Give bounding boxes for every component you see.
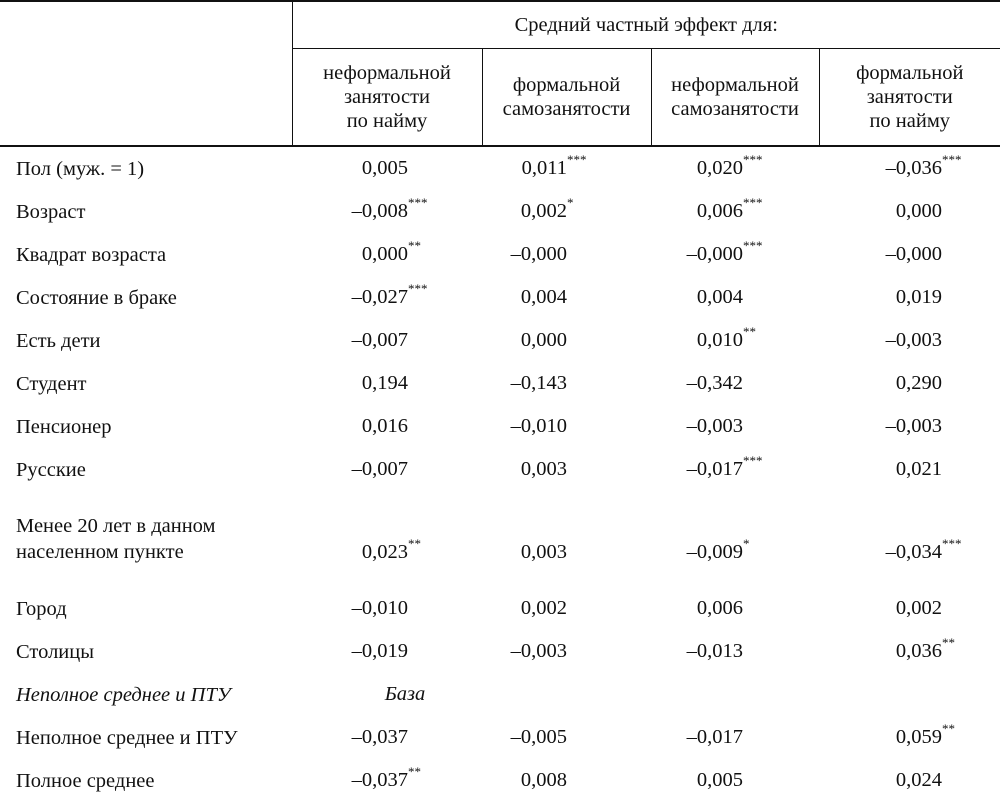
- coefficient-value: –0,003: [886, 415, 942, 438]
- row-label-line: Полное среднее: [16, 768, 292, 794]
- coefficient-value: –0,000: [886, 243, 942, 266]
- coefficient-value: 0,008: [521, 769, 567, 792]
- coefficient-value: 0,000: [521, 329, 567, 352]
- value-cell: [651, 146, 819, 190]
- column-header-line: по найму: [820, 109, 1000, 133]
- value-cell: [482, 146, 651, 190]
- value-cell: [819, 630, 1000, 673]
- row-label-line: Неполное среднее и ПТУ: [16, 682, 292, 708]
- significance-stars: ***: [743, 238, 771, 254]
- table-row: [0, 448, 1000, 491]
- coefficient-value: 0,024: [896, 769, 942, 792]
- row-label-line: Город: [16, 596, 292, 622]
- row-label-line: Студент: [16, 371, 292, 397]
- value-cell: [292, 587, 482, 630]
- coefficient-value: –0,036: [886, 157, 942, 180]
- table-row: [0, 716, 1000, 759]
- value-cell: [819, 759, 1000, 802]
- coefficient-value: –0,005: [511, 726, 567, 749]
- coefficient-value: –0,027: [352, 286, 408, 309]
- value-cell: [819, 491, 1000, 587]
- row-label: [0, 716, 292, 759]
- value-cell: [651, 276, 819, 319]
- coefficient-value: 0,005: [362, 157, 408, 180]
- table-row: [0, 587, 1000, 630]
- column-header-line: самозанятости: [483, 97, 651, 121]
- row-label-line: Русские: [16, 457, 292, 483]
- coefficient-value: –0,143: [511, 372, 567, 395]
- row-label: [0, 405, 292, 448]
- value-cell: [292, 448, 482, 491]
- coefficient-value: 0,006: [697, 200, 743, 223]
- value-cell: [819, 716, 1000, 759]
- coefficient-value: –0,007: [352, 329, 408, 352]
- column-header-3: [651, 49, 819, 147]
- value-cell: [482, 319, 651, 362]
- row-label: [0, 146, 292, 190]
- coefficient-value: 0,020: [697, 157, 743, 180]
- coefficient-value: 0,004: [697, 286, 743, 309]
- base-category-cell: База: [292, 673, 482, 716]
- significance-stars: ***: [567, 152, 595, 168]
- coefficient-value: –0,003: [886, 329, 942, 352]
- value-cell: [292, 233, 482, 276]
- table-row: [0, 146, 1000, 190]
- value-cell: [292, 405, 482, 448]
- value-cell: [292, 190, 482, 233]
- row-label: [0, 319, 292, 362]
- coefficient-value: 0,000: [362, 243, 408, 266]
- table-row: [0, 405, 1000, 448]
- coefficient-value: –0,034: [886, 541, 942, 564]
- significance-stars: ***: [743, 195, 771, 211]
- value-cell: [819, 587, 1000, 630]
- coefficient-value: –0,010: [352, 597, 408, 620]
- row-label-line: Пенсионер: [16, 414, 292, 440]
- row-label: [0, 673, 292, 716]
- column-header-line: формальной: [820, 61, 1000, 85]
- row-label: [0, 759, 292, 802]
- coefficient-value: 0,006: [697, 597, 743, 620]
- value-cell: [819, 190, 1000, 233]
- value-cell: [292, 491, 482, 587]
- coefficient-value: –0,008: [352, 200, 408, 223]
- coefficient-value: 0,019: [896, 286, 942, 309]
- row-label: [0, 362, 292, 405]
- value-cell: [482, 362, 651, 405]
- coefficient-value: 0,004: [521, 286, 567, 309]
- value-cell: [651, 716, 819, 759]
- table-row: [0, 759, 1000, 802]
- coefficient-value: 0,010: [697, 329, 743, 352]
- significance-stars: **: [408, 764, 436, 780]
- row-label: [0, 491, 292, 587]
- coefficient-value: –0,019: [352, 640, 408, 663]
- empty-cell: [482, 673, 651, 716]
- significance-stars: ***: [942, 536, 970, 552]
- significance-stars: **: [408, 536, 436, 552]
- coefficient-value: –0,000: [511, 243, 567, 266]
- coefficient-value: –0,009: [687, 541, 743, 564]
- column-header-line: самозанятости: [652, 97, 819, 121]
- row-label-line: Пол (муж. = 1): [16, 156, 292, 182]
- value-cell: [651, 233, 819, 276]
- coefficient-value: –0,037: [352, 769, 408, 792]
- row-label-line: Столицы: [16, 639, 292, 665]
- column-header-line: по найму: [293, 109, 482, 133]
- row-label-line: Возраст: [16, 199, 292, 225]
- table-row: [0, 673, 1000, 716]
- value-cell: [292, 362, 482, 405]
- row-label-line: Менее 20 лет в данном: [16, 513, 292, 539]
- value-cell: [819, 362, 1000, 405]
- significance-stars: **: [743, 324, 771, 340]
- value-cell: [482, 190, 651, 233]
- coefficient-value: 0,002: [521, 200, 567, 223]
- coefficient-value: 0,023: [362, 541, 408, 564]
- row-label-line: населенном пункте: [16, 539, 292, 565]
- significance-stars: ***: [743, 453, 771, 469]
- value-cell: [482, 759, 651, 802]
- column-header-2: [482, 49, 651, 147]
- significance-stars: ***: [408, 281, 436, 297]
- value-cell: [819, 448, 1000, 491]
- value-cell: [819, 146, 1000, 190]
- coefficient-value: 0,003: [521, 541, 567, 564]
- column-header-line: занятости: [820, 85, 1000, 109]
- value-cell: [651, 587, 819, 630]
- coefficient-value: –0,017: [687, 458, 743, 481]
- coefficient-value: 0,021: [896, 458, 942, 481]
- value-cell: [651, 759, 819, 802]
- table-row: [0, 362, 1000, 405]
- coefficient-value: –0,342: [687, 372, 743, 395]
- column-header-1: [292, 49, 482, 147]
- coefficient-value: –0,003: [687, 415, 743, 438]
- column-header-4: [819, 49, 1000, 147]
- value-cell: [819, 405, 1000, 448]
- value-cell: [651, 190, 819, 233]
- coefficient-value: 0,003: [521, 458, 567, 481]
- significance-stars: **: [942, 635, 970, 651]
- row-label: [0, 630, 292, 673]
- row-label: [0, 448, 292, 491]
- value-cell: [482, 405, 651, 448]
- coefficient-value: 0,059: [896, 726, 942, 749]
- value-cell: [292, 276, 482, 319]
- value-cell: [651, 319, 819, 362]
- value-cell: [292, 716, 482, 759]
- coefficient-value: 0,290: [896, 372, 942, 395]
- table-row: [0, 233, 1000, 276]
- significance-stars: ***: [743, 152, 771, 168]
- row-label-line: Есть дети: [16, 328, 292, 354]
- value-cell: [482, 276, 651, 319]
- column-header-line: формальной: [483, 73, 651, 97]
- significance-stars: **: [942, 721, 970, 737]
- significance-stars: *: [743, 536, 771, 552]
- significance-stars: **: [408, 238, 436, 254]
- column-header-line: неформальной: [293, 61, 482, 85]
- value-cell: [651, 362, 819, 405]
- table-row: [0, 276, 1000, 319]
- value-cell: [651, 630, 819, 673]
- coefficient-value: 0,002: [521, 597, 567, 620]
- column-header-line: занятости: [293, 85, 482, 109]
- row-label: [0, 587, 292, 630]
- value-cell: [292, 319, 482, 362]
- coefficient-value: –0,010: [511, 415, 567, 438]
- value-cell: [819, 233, 1000, 276]
- row-label: [0, 276, 292, 319]
- coefficient-value: 0,005: [697, 769, 743, 792]
- header-group-title: Средний частный эффект для:: [292, 1, 1000, 49]
- coefficient-value: –0,013: [687, 640, 743, 663]
- significance-stars: ***: [408, 195, 436, 211]
- row-label-line: Состояние в браке: [16, 285, 292, 311]
- value-cell: [292, 759, 482, 802]
- coefficient-value: –0,017: [687, 726, 743, 749]
- row-label: [0, 233, 292, 276]
- row-label-line: Неполное среднее и ПТУ: [16, 725, 292, 751]
- table-row: [0, 630, 1000, 673]
- coefficient-value: 0,194: [362, 372, 408, 395]
- value-cell: [651, 448, 819, 491]
- table-row: [0, 491, 1000, 587]
- empty-cell: [819, 673, 1000, 716]
- table-row: [0, 190, 1000, 233]
- coefficient-value: –0,000: [687, 243, 743, 266]
- row-label: [0, 190, 292, 233]
- significance-stars: *: [567, 195, 595, 211]
- empty-cell: [651, 673, 819, 716]
- value-cell: [292, 630, 482, 673]
- value-cell: [482, 630, 651, 673]
- value-cell: [482, 233, 651, 276]
- coefficient-value: –0,007: [352, 458, 408, 481]
- coefficient-value: 0,000: [896, 200, 942, 223]
- table-row: [0, 319, 1000, 362]
- coefficient-value: –0,003: [511, 640, 567, 663]
- value-cell: [482, 587, 651, 630]
- value-cell: [482, 448, 651, 491]
- column-header-line: неформальной: [652, 73, 819, 97]
- header-stub-cell: [0, 1, 292, 146]
- value-cell: [292, 146, 482, 190]
- significance-stars: ***: [942, 152, 970, 168]
- coefficient-value: 0,002: [896, 597, 942, 620]
- header-group-row: [0, 1, 1000, 49]
- value-cell: [819, 276, 1000, 319]
- coefficient-value: 0,016: [362, 415, 408, 438]
- value-cell: [651, 491, 819, 587]
- value-cell: [482, 491, 651, 587]
- row-label-line: Квадрат возраста: [16, 242, 292, 268]
- value-cell: [482, 716, 651, 759]
- coefficient-value: –0,037: [352, 726, 408, 749]
- value-cell: [819, 319, 1000, 362]
- coefficient-value: 0,036: [896, 640, 942, 663]
- value-cell: [651, 405, 819, 448]
- coefficient-value: 0,011: [522, 157, 567, 180]
